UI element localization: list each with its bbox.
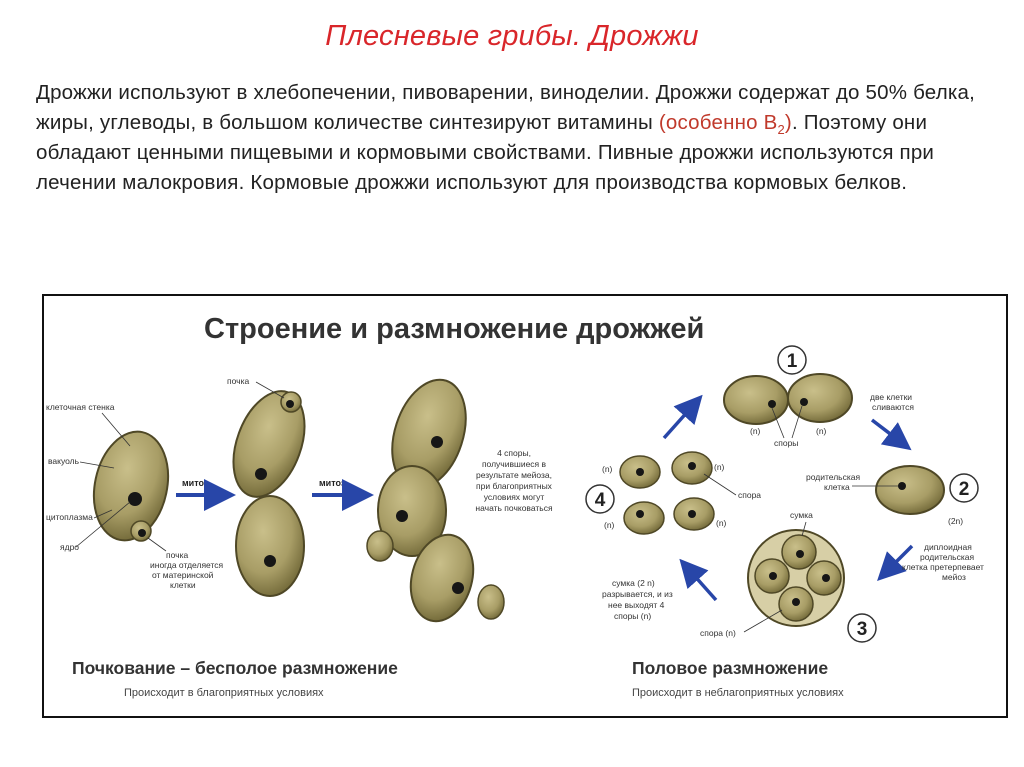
yeast-diagram-panel — [42, 294, 1008, 718]
paragraph-text-1: Дрожжи используют в хлебопечении, пивоварении, виноделии. Дрожжи содержат до 50% белка, жиры, углеводы, в большом количестве синтезируют витамины — [36, 81, 975, 134]
highlight-subscript: 2 — [777, 122, 785, 138]
label-cytoplasm: цитоплазма — [46, 512, 93, 522]
svg-text:4: 4 — [594, 490, 606, 511]
sexual-caption: Половое размножение — [632, 658, 829, 678]
four-spores-note-6: начать почковаться — [475, 503, 553, 513]
highlight-prefix: (особенно В — [658, 111, 778, 134]
cycle-arrow-4-1 — [664, 400, 698, 438]
label-parent-1: родительская — [806, 472, 861, 482]
label-n-1b: (n) — [816, 426, 827, 436]
step-1-badge — [778, 346, 806, 374]
fusing-cell-right — [788, 374, 852, 422]
step-4-badge — [586, 485, 614, 513]
label-diploid-4: мейоз — [942, 572, 966, 582]
spore-top-left — [620, 456, 660, 488]
paragraph-highlight — [658, 111, 792, 138]
step-3-badge — [848, 614, 876, 642]
fusing-cell-left — [724, 376, 788, 424]
label-bud-note-3: от материнской — [152, 570, 214, 580]
label-fuse-2: сливаются — [872, 402, 914, 412]
label-diploid-1: диплоидная — [924, 542, 972, 552]
arrow-mitosis-2-label: митоз — [319, 478, 346, 488]
label-n-1a: (n) — [750, 426, 761, 436]
arrow-mitosis-1-label: митоз — [182, 478, 209, 488]
label-sac-note-3: нее выходят 4 — [608, 600, 665, 610]
label-sac: сумка — [790, 510, 813, 520]
label-nucleus: ядро — [60, 542, 80, 552]
four-spores-note-4: при благоприятных — [476, 481, 552, 491]
diagram-heading: Строение и размножение дрожжей — [204, 313, 705, 345]
spore-top-right — [672, 452, 712, 484]
four-spores-note-1: 4 споры, — [497, 448, 531, 458]
budding-cell-upper — [220, 381, 318, 506]
highlight-suffix: ) — [784, 111, 792, 134]
slide-title: Плесневые грибы. Дрожжи — [325, 20, 699, 52]
cycle-arrow-1-2 — [872, 420, 906, 446]
yeast-diagram — [44, 296, 1006, 716]
label-sac-note-4: споры (n) — [614, 611, 652, 621]
label-parent-2: клетка — [824, 482, 850, 492]
label-2n: (2n) — [948, 516, 964, 526]
label-diploid-3: клетка претерпевает — [902, 562, 984, 572]
label-spores: споры — [774, 438, 799, 448]
label-fuse-1: две клетки — [870, 392, 913, 402]
slide-paragraph — [36, 78, 996, 198]
label-n-4c: (n) — [604, 520, 615, 530]
label-spore: спора — [738, 490, 762, 500]
budding-subcaption: Происходит в благоприятных условиях — [124, 687, 324, 699]
four-spores-note-5: условиях могут — [483, 492, 545, 502]
label-sac-note-1: сумка (2 n) — [612, 578, 655, 588]
budding-cell-lower — [236, 496, 304, 596]
spore-bottom-right — [674, 498, 714, 530]
svg-text:2: 2 — [958, 479, 970, 500]
label-diploid-2: родительская — [920, 552, 975, 562]
parent-cell — [876, 466, 944, 514]
svg-text:3: 3 — [856, 619, 868, 640]
label-bud-note-4: клетки — [170, 580, 196, 590]
budding-caption: Почкование – бесполое размножение — [72, 658, 398, 678]
cycle-arrow-3-4 — [684, 564, 716, 600]
sexual-subcaption: Происходит в неблагоприятных условиях — [632, 687, 844, 699]
label-n-4b: (n) — [714, 462, 725, 472]
chain-bud-left — [367, 531, 393, 561]
svg-text:1: 1 — [786, 351, 798, 372]
chain-bud-right — [478, 585, 504, 619]
label-cell-wall: клеточная стенка — [46, 402, 115, 412]
label-vacuole: вакуоль — [48, 456, 80, 466]
step-2-badge — [950, 474, 978, 502]
ascus — [748, 530, 844, 626]
label-bud-note-1: почка — [166, 550, 189, 560]
four-spores-note-2: получившиеся в — [481, 459, 547, 469]
label-bud-top: почка — [227, 376, 250, 386]
label-n-4d: (n) — [716, 518, 727, 528]
four-spores-note-3: результате мейоза, — [475, 470, 553, 480]
label-sac-note-2: разрывается, и из — [602, 589, 673, 599]
top-bud — [281, 392, 301, 412]
spore-bottom-left — [624, 502, 664, 534]
label-n-4a: (n) — [602, 464, 613, 474]
label-spore-n: спора (n) — [700, 628, 736, 638]
paragraph-text-2: . Поэтому они обладают ценными пищевыми и кормовыми свойствами. Пивные дрожжи используются при лечении малокровия. Кормовые дрожжи используют для производства кормовых белков. — [36, 111, 935, 194]
label-bud-note-2: иногда отделяется — [150, 560, 224, 570]
